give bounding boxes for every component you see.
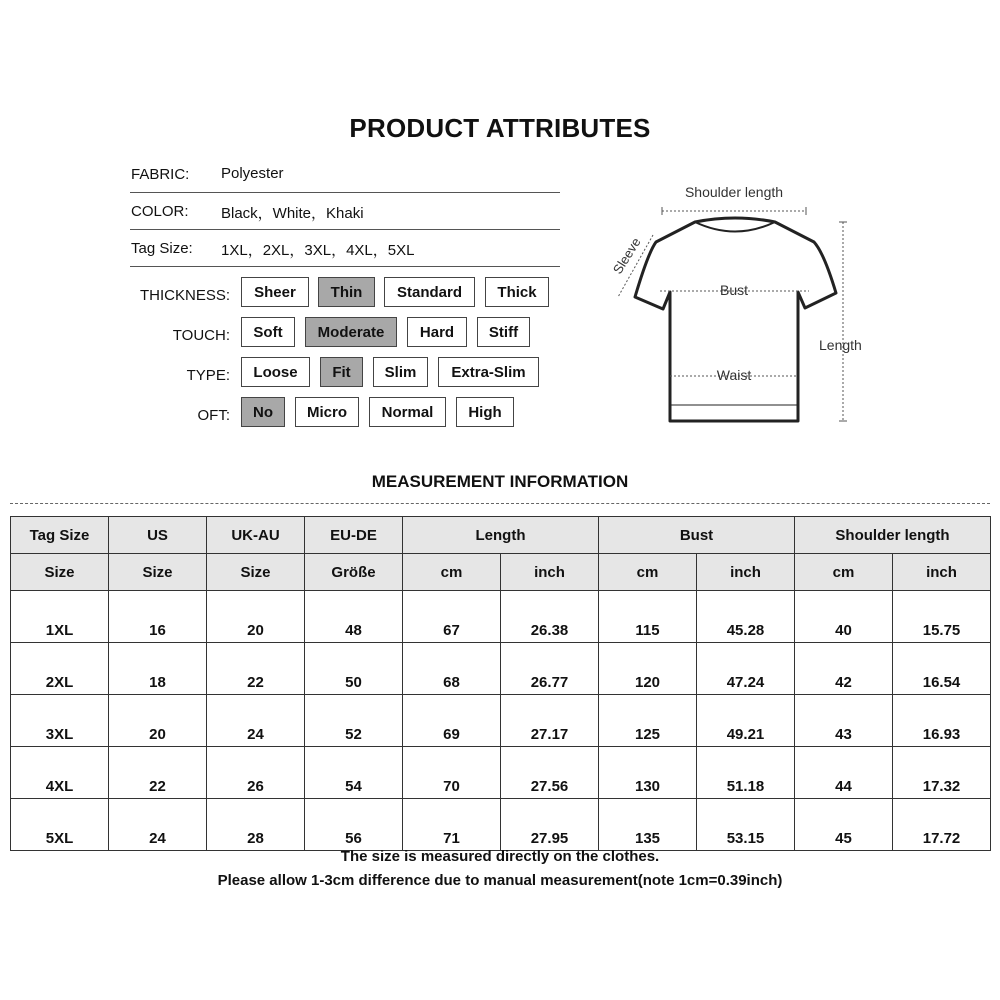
table-cell: 44 (795, 747, 893, 799)
touch-option-hard: Hard (407, 317, 467, 347)
table-cell: 53.15 (697, 799, 795, 851)
table-cell: 20 (207, 591, 305, 643)
table-cell: 120 (599, 643, 697, 695)
waist-label: Waist (716, 367, 752, 383)
type-option-slim: Slim (373, 357, 428, 387)
thickness-label: THICKNESS: (139, 287, 230, 304)
thickness-option-standard: Standard (384, 277, 475, 307)
table-cell: 42 (795, 643, 893, 695)
table-cell: 16.93 (893, 695, 991, 747)
table-cell: 115 (599, 591, 697, 643)
table-cell: 16 (109, 591, 207, 643)
table-header-cell: Size (109, 554, 207, 591)
table-cell: 26.77 (501, 643, 599, 695)
table-header-cell: Size (207, 554, 305, 591)
table-cell: 54 (305, 747, 403, 799)
table-header-cell: cm (403, 554, 501, 591)
table-cell: 3XL (11, 695, 109, 747)
touch-option-moderate: Moderate (305, 317, 397, 347)
table-cell: 27.56 (501, 747, 599, 799)
tshirt-size-diagram (600, 175, 890, 435)
table-cell: 69 (403, 695, 501, 747)
tshirt-outline-icon (635, 218, 836, 421)
divider (130, 229, 560, 230)
table-cell: 48 (305, 591, 403, 643)
table-cell: 26.38 (501, 591, 599, 643)
table-header-row (11, 517, 991, 554)
table-cell: 68 (403, 643, 501, 695)
table-cell: 24 (207, 695, 305, 747)
oft-option-high: High (456, 397, 514, 427)
table-cell: 4XL (11, 747, 109, 799)
table-row (11, 747, 991, 799)
table-cell: 71 (403, 799, 501, 851)
table-cell: 45 (795, 799, 893, 851)
table-cell: 22 (207, 643, 305, 695)
thickness-option-thin: Thin (318, 277, 375, 307)
fabric-value: Polyester (221, 165, 284, 182)
table-cell: 52 (305, 695, 403, 747)
table-cell: 17.32 (893, 747, 991, 799)
table-header-cell: Tag Size (11, 517, 109, 554)
type-option-loose: Loose (241, 357, 310, 387)
table-cell: 70 (403, 747, 501, 799)
table-header-cell: inch (893, 554, 991, 591)
table-cell: 56 (305, 799, 403, 851)
type-option-fit: Fit (320, 357, 363, 387)
table-header-cell: US (109, 517, 207, 554)
table-cell: 24 (109, 799, 207, 851)
color-label: COLOR: (131, 203, 189, 220)
touch-option-stiff: Stiff (477, 317, 530, 347)
dashed-divider (10, 503, 990, 504)
bust-label: Bust (719, 282, 749, 298)
table-cell: 28 (207, 799, 305, 851)
measurement-title: MEASUREMENT INFORMATION (371, 472, 629, 491)
color-value: Black，White，Khaki (221, 205, 364, 222)
page-title: PRODUCT ATTRIBUTES (349, 113, 651, 143)
table-row (11, 799, 991, 851)
oft-option-no: No (241, 397, 285, 427)
oft-option-micro: Micro (295, 397, 359, 427)
fabric-label: FABRIC: (131, 166, 190, 183)
table-cell: 17.72 (893, 799, 991, 851)
table-cell: 18 (109, 643, 207, 695)
table-cell: 130 (599, 747, 697, 799)
table-cell: 125 (599, 695, 697, 747)
table-cell: 50 (305, 643, 403, 695)
shoulder-length-label: Shoulder length (684, 184, 784, 200)
table-header-cell: Shoulder length (795, 517, 991, 554)
tag-size-label: Tag Size: (131, 240, 193, 257)
oft-label: OFT: (197, 407, 230, 424)
table-cell: 20 (109, 695, 207, 747)
type-option-extra-slim: Extra-Slim (438, 357, 539, 387)
table-header-cell: cm (599, 554, 697, 591)
table-cell: 40 (795, 591, 893, 643)
table-cell: 2XL (11, 643, 109, 695)
table-row (11, 695, 991, 747)
table-header-cell: Bust (599, 517, 795, 554)
table-cell: 27.95 (501, 799, 599, 851)
table-cell: 67 (403, 591, 501, 643)
table-cell: 22 (109, 747, 207, 799)
measurement-table (10, 516, 991, 851)
table-cell: 15.75 (893, 591, 991, 643)
length-label: Length (819, 337, 862, 353)
thickness-option-sheer: Sheer (241, 277, 309, 307)
table-header-cell: inch (697, 554, 795, 591)
touch-label: TOUCH: (172, 327, 230, 344)
table-header-cell: Größe (305, 554, 403, 591)
table-cell: 1XL (11, 591, 109, 643)
table-header-cell: cm (795, 554, 893, 591)
table-cell: 27.17 (501, 695, 599, 747)
table-cell: 47.24 (697, 643, 795, 695)
sleeve-label: Sleeve (609, 234, 644, 277)
thickness-option-thick: Thick (485, 277, 549, 307)
divider (130, 192, 560, 193)
note-measured: The size is measured directly on the clothes. (340, 848, 660, 865)
table-cell: 16.54 (893, 643, 991, 695)
table-header-cell: inch (501, 554, 599, 591)
table-header-cell: Length (403, 517, 599, 554)
table-cell: 43 (795, 695, 893, 747)
table-cell: 5XL (11, 799, 109, 851)
table-cell: 135 (599, 799, 697, 851)
note-difference: Please allow 1-3cm difference due to manual measurement(note 1cm=0.39inch) (217, 872, 783, 889)
type-label: TYPE: (186, 367, 230, 384)
table-cell: 26 (207, 747, 305, 799)
table-header-cell: UK-AU (207, 517, 305, 554)
table-cell: 45.28 (697, 591, 795, 643)
table-row (11, 591, 991, 643)
table-cell: 49.21 (697, 695, 795, 747)
table-row (11, 643, 991, 695)
table-subheader-row (11, 554, 991, 591)
table-header-cell: EU-DE (305, 517, 403, 554)
table-cell: 51.18 (697, 747, 795, 799)
table-header-cell: Size (11, 554, 109, 591)
oft-option-normal: Normal (369, 397, 446, 427)
divider (130, 266, 560, 267)
touch-option-soft: Soft (241, 317, 295, 347)
tag-size-value: 1XL，2XL，3XL，4XL，5XL (221, 242, 415, 259)
